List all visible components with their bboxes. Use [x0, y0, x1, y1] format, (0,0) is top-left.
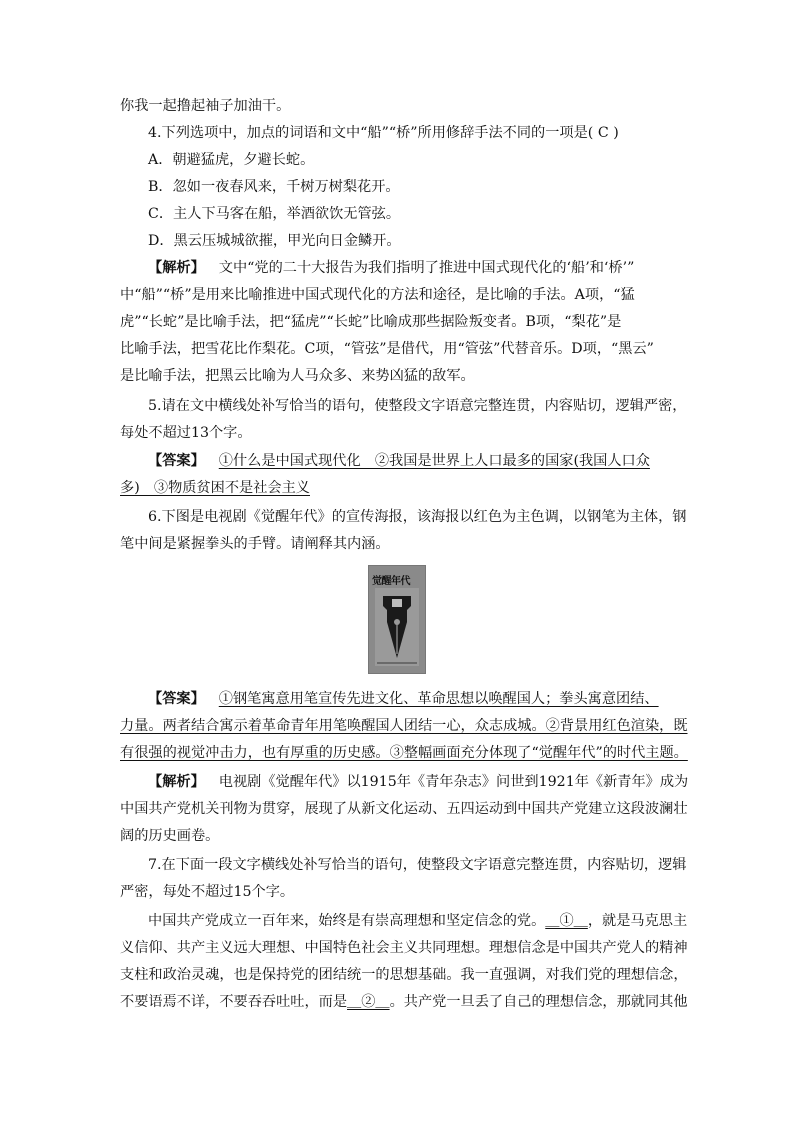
- option-b: B．忽如一夜春风来，千树万树梨花开。: [148, 179, 400, 195]
- analysis-4-line: 是比喻手法，把黑云比喻为人马众多、来势凶猛的敌军。: [120, 368, 475, 384]
- question-6: 6.下图是电视剧《觉醒年代》的宣传海报，该海报以红色为主色调，以钢笔为主体，钢: [148, 509, 687, 525]
- option-c: C．主人下马客在船，举酒欲饮无管弦。: [148, 206, 401, 222]
- question-5-cont: 每处不超过13个字。: [120, 425, 252, 441]
- passage-7-line: [120, 992, 688, 1014]
- answer-6-line: [148, 689, 676, 711]
- passage-text: ，就是马克思主: [587, 913, 688, 929]
- analysis-6-line: 阔的历史画卷。: [120, 828, 220, 844]
- answer-tag: 【答案】: [148, 691, 205, 707]
- analysis-tag: 【解析】: [148, 774, 205, 790]
- paragraph-line: 你我一起撸起袖子加油干。: [120, 98, 291, 114]
- passage-text: 。共产党一旦丢了自己的理想信念，那就同其他: [389, 994, 688, 1010]
- analysis-4-line: 虎”“长蛇”是比喻手法，把“猛虎”“长蛇”比喻成那些据险叛变者。B项，“梨花”是: [120, 314, 622, 330]
- question-7: 7.在下面一段文字横线处补写恰当的语句，使整段文字语意完整连贯，内容贴切，逻辑: [148, 857, 687, 873]
- answer-text: ①什么是中国式现代化 ②我国是世界上人口最多的国家(我国人口众: [218, 453, 650, 469]
- answer-text: 有很强的视觉冲击力，也有厚重的历史感。③整幅画面充分体现了“觉醒年代”的时代主题。: [120, 745, 688, 761]
- answer-tag: 【答案】: [148, 453, 205, 469]
- passage-text: 中国共产党成立一百年来，始终是有崇高理想和坚定信念的党。: [148, 913, 546, 929]
- answer-text: 力量。两者结合寓示着革命青年用笔唤醒国人团结一心，众志成城。②背景用红色渲染，既: [120, 718, 688, 734]
- fill-blank-2: ＿②＿: [347, 994, 390, 1010]
- passage-text: 不要语焉不详，不要吞吞吐吐，而是: [120, 994, 348, 1010]
- question-4: 4.下列选项中，加点的词语和文中“船”“桥”所用修辞手法不同的一项是( C ): [148, 125, 619, 141]
- answer-text: 多) ③物质贫困不是社会主义: [120, 480, 310, 496]
- answer-5-line: [148, 451, 676, 473]
- answer-5-line: [120, 478, 676, 500]
- passage-7-line: [148, 911, 688, 933]
- option-d: D．黑云压城城欲摧，甲光向日金鳞开。: [148, 233, 401, 249]
- passage-7-line: 支柱和政治灵魂，也是保持党的团结统一的思想基础。我一直强调，对我们党的理想信念，: [120, 967, 688, 983]
- analysis-6-line: 中国共产党机关刊物为贯穿，展现了从新文化运动、五四运动到中国共产党建立这段波澜壮: [120, 801, 688, 817]
- analysis-4-line: [148, 258, 676, 280]
- passage-7-line: 义信仰、共产主义远大理想、中国特色社会主义共同理想。理想信念是中国共产党人的精神: [120, 940, 688, 956]
- analysis-4-line: 比喻手法，把雪花比作梨花。C项，“管弦”是借代，用“管弦”代替音乐。D项，“黑云”: [120, 341, 654, 357]
- analysis-tag: 【解析】: [148, 260, 205, 276]
- pen-nib-icon: [369, 566, 425, 673]
- question-6-cont: 笔中间是紧握拳头的手臂。请阐释其内涵。: [120, 536, 390, 552]
- analysis-text: 文中“党的二十大报告为我们指明了推进中国式现代化的‘船’和‘桥’”: [218, 260, 635, 276]
- fill-blank-1: ＿①＿: [545, 913, 588, 929]
- question-5: 5.请在文中横线处补写恰当的语句，使整段文字语意完整连贯，内容贴切，逻辑严密，: [148, 398, 687, 414]
- poster-title: 觉醒年代: [372, 576, 410, 587]
- analysis-4-line: 中“船”“桥”是用来比喻推进中国式现代化的方法和途径，是比喻的手法。A项，“猛: [120, 287, 635, 303]
- analysis-text: 电视剧《觉醒年代》以1915年《青年杂志》问世到1921年《新青年》成为: [218, 774, 689, 790]
- option-a: A．朝避猛虎，夕避长蛇。: [148, 152, 315, 168]
- answer-6-line: [120, 716, 688, 738]
- analysis-6-line: [148, 772, 689, 794]
- answer-text: ①钢笔寓意用笔宣传先进文化、革命思想以唤醒国人；拳头寓意团结、: [218, 691, 659, 707]
- poster-image: [368, 565, 426, 674]
- answer-6-line: [120, 743, 688, 765]
- question-7-cont: 严密，每处不超过15个字。: [120, 884, 295, 900]
